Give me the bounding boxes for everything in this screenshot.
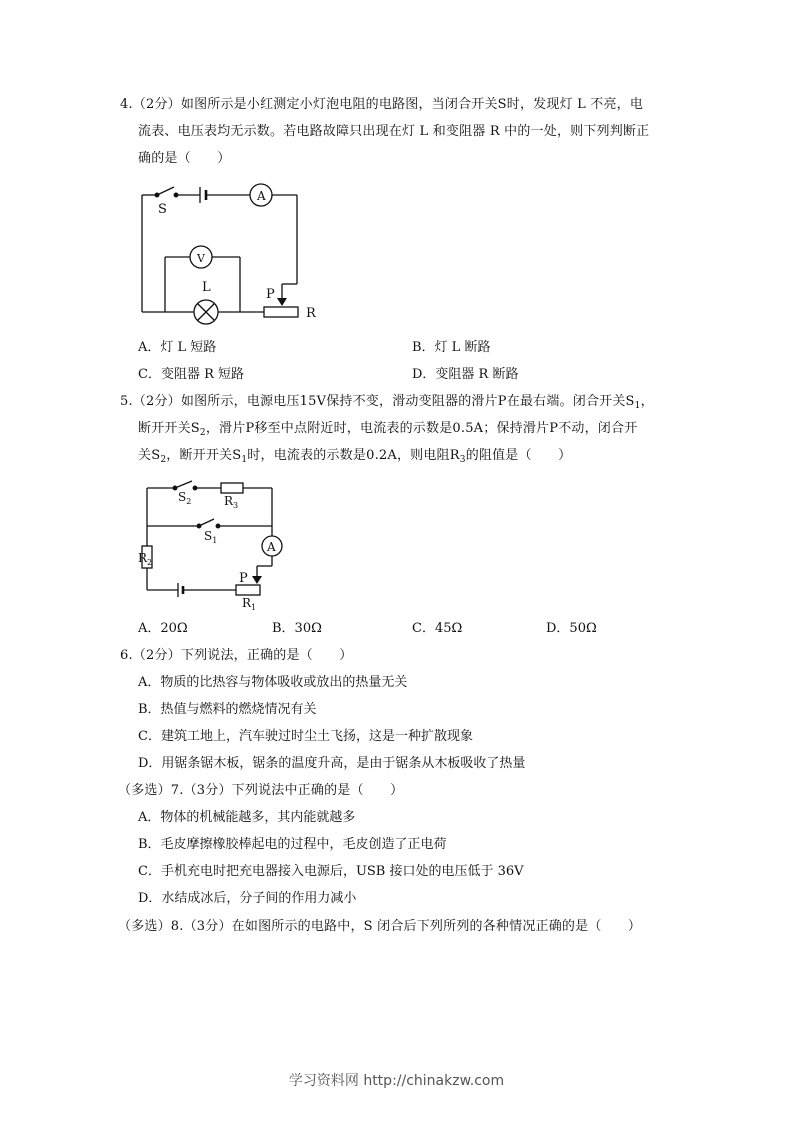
- q5-option-b: B．30Ω: [272, 621, 322, 636]
- q4-circuit-diagram: [130, 178, 320, 328]
- q4-option-b: B．灯 L 断路: [412, 340, 491, 355]
- q4-option-d: D．变阻器 R 断路: [412, 367, 519, 382]
- q5-option-a: A．20Ω: [138, 621, 188, 636]
- q4-stem-line-3: 确的是（ ）: [138, 151, 231, 166]
- q7-option-d: D．水结成冰后，分子间的作用力减小: [138, 891, 357, 906]
- q7-option-a: A．物体的机械能越多，其内能就越多: [138, 810, 356, 825]
- q5-s1-label: $S_1$: [204, 529, 218, 545]
- q5-r2-label: $R_2$: [138, 551, 153, 567]
- q5-stem-line-3: 关$S_2$，断开开关$S_1$时，电流表的示数是0.2A，则电阻$R_3$的阻值是（ ）: [138, 448, 572, 465]
- q4-rheostat-label: R: [306, 306, 316, 321]
- q5-slider-label: P: [239, 571, 248, 586]
- q6-option-b: B．热值与燃料的燃烧情况有关: [138, 702, 317, 717]
- q6-stem: 6.（2分）下列说法，正确的是（ ）: [120, 648, 353, 663]
- q4-option-a: A．灯 L 短路: [138, 340, 217, 355]
- q4-voltmeter-label: V: [197, 252, 205, 265]
- q4-stem-line-1: 4.（2分）如图所示是小红测定小灯泡电阻的电路图，当闭合开关S时，发现灯 L 不亮，电: [120, 97, 644, 112]
- q4-lamp-label: L: [202, 280, 211, 295]
- q5-stem-line-1: 5.（2分）如图所示，电源电压15V保持不变，滑动变阻器的滑片P在最右端。闭合开关$S_1$，: [120, 394, 654, 411]
- q8-stem: （多选）8.（3分）在如图所示的电路中，S 闭合后下列所列的各种情况正确的是（ ）: [118, 919, 642, 934]
- q5-r1-label: $R_1$: [242, 596, 257, 612]
- q7-stem: （多选）7.（3分）下列说法中正确的是（ ）: [118, 783, 404, 798]
- q6-option-d: D．用锯条锯木板，锯条的温度升高，是由于锯条从木板吸收了热量: [138, 756, 526, 771]
- q5-ammeter-label: A: [267, 540, 276, 554]
- q6-option-c: C．建筑工地上，汽车驶过时尘土飞扬，这是一种扩散现象: [138, 729, 473, 744]
- q4-stem-line-2: 流表、电压表均无示数。若电路故障只出现在灯 L 和变阻器 R 中的一处，则下列判断正: [138, 124, 650, 139]
- q4-switch-label: S: [158, 202, 167, 217]
- q6-option-a: A．物质的比热容与物体吸收或放出的热量无关: [138, 675, 408, 690]
- q5-option-c: C．45Ω: [412, 621, 463, 636]
- q4-slider-label: P: [266, 287, 275, 302]
- q5-option-d: D．50Ω: [546, 621, 597, 636]
- footer-watermark[interactable]: 学习资料网 http://chinakzw.com: [288, 1073, 505, 1089]
- q7-option-b: B．毛皮摩擦橡胶棒起电的过程中，毛皮创造了正电荷: [138, 837, 447, 852]
- q4-ammeter-label: A: [257, 189, 266, 203]
- q7-option-c: C．手机充电时把充电器接入电源后，USB 接口处的电压低于 36V: [138, 864, 524, 879]
- q5-stem-line-2: 断开开关$S_2$，滑片P移至中点附近时，电流表的示数是0.5A；保持滑片P不动，闭合开: [138, 421, 638, 438]
- q5-r3-label: $R_3$: [224, 494, 239, 510]
- slider-arrow-icon: [277, 298, 287, 306]
- q5-circuit-diagram: [138, 476, 288, 612]
- slider-arrow-icon: [252, 576, 262, 584]
- q5-s2-label: $S_2$: [178, 490, 192, 506]
- q4-option-c: C．变阻器 R 短路: [138, 367, 244, 382]
